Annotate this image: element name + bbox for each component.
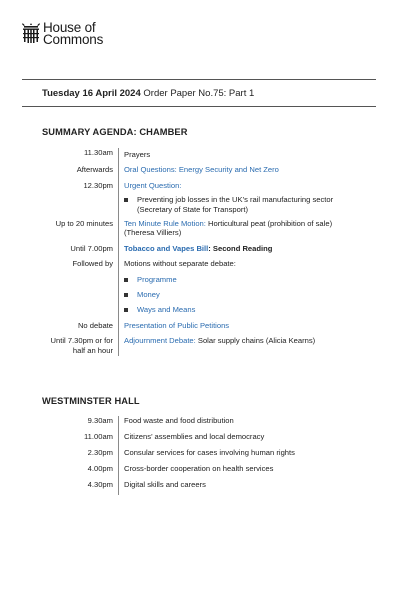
oral-questions-link[interactable]: Oral Questions: Energy Security and Net Zero xyxy=(124,165,279,175)
wh-time: 2.30pm xyxy=(87,448,113,457)
wh-row xyxy=(20,432,380,448)
adjournment-debate-link[interactable]: Adjournment Debate: xyxy=(124,336,196,346)
motions-heading: Motions without separate debate: xyxy=(124,259,236,269)
adjournment-debate-subject: Solar supply chains (Alicia Kearns) xyxy=(195,336,316,346)
motion-item xyxy=(124,305,353,314)
uq-minister: (Secretary of State for Transport) xyxy=(137,204,248,214)
agenda-time: 12.30pm xyxy=(83,180,113,190)
agenda-time: Up to 20 minutes xyxy=(55,219,113,229)
bullet-square-icon xyxy=(124,278,128,282)
westminster-hall-agenda xyxy=(20,416,380,495)
motion-item xyxy=(124,290,353,299)
bullet-square-icon xyxy=(124,308,128,312)
wh-debate: Food waste and food distribution xyxy=(118,416,353,432)
logo-wordmark xyxy=(43,22,103,46)
agenda-time: Afterwards xyxy=(76,165,113,175)
wh-row xyxy=(20,448,380,464)
wh-row xyxy=(20,464,380,480)
logo-line-2: Commons xyxy=(43,32,104,47)
wh-time: 4.30pm xyxy=(87,480,113,489)
wh-row xyxy=(20,480,380,495)
ways-and-means-motion-link[interactable]: Ways and Means xyxy=(137,305,196,315)
bullet-square-icon xyxy=(124,293,128,297)
chamber-agenda xyxy=(20,148,380,356)
money-motion-link[interactable]: Money xyxy=(137,290,160,300)
agenda-row-oral-questions xyxy=(20,165,380,180)
house-of-commons-logo xyxy=(22,22,103,46)
agenda-time: Until 7.00pm xyxy=(70,243,113,253)
agenda-time: No debate xyxy=(77,320,113,330)
urgent-question-link[interactable]: Urgent Question: xyxy=(124,180,182,190)
wh-debate: Cross-border cooperation on health services xyxy=(118,464,353,480)
urgent-question-item xyxy=(124,195,353,214)
wh-debate: Consular services for cases involving human rights xyxy=(118,448,353,464)
agenda-row-motions xyxy=(20,259,380,321)
public-petitions-link[interactable]: Presentation of Public Petitions xyxy=(124,320,230,330)
order-paper-date: Tuesday 16 April 2024 xyxy=(42,88,141,99)
tobacco-vapes-bill-link[interactable]: Tobacco and Vapes Bill xyxy=(124,243,209,253)
wh-debate: Digital skills and careers xyxy=(118,480,353,495)
prayers-text: Prayers xyxy=(124,150,151,159)
wh-debate: Citizens’ assemblies and local democracy xyxy=(118,432,353,448)
portcullis-icon xyxy=(22,23,40,45)
agenda-time: Followed by xyxy=(72,259,113,269)
uq-title: Preventing job losses in the UK’s rail manufacturing sector xyxy=(137,195,334,205)
agenda-row-ten-minute-rule xyxy=(20,219,380,244)
agenda-row-adjournment xyxy=(20,336,380,355)
motion-item xyxy=(124,275,353,284)
ten-minute-rule-member: (Theresa Villiers) xyxy=(124,228,182,238)
agenda-row-urgent-question xyxy=(20,181,380,219)
agenda-row-prayers xyxy=(20,148,380,165)
agenda-time: 11.30am xyxy=(84,148,113,157)
wh-time: 9.30am xyxy=(87,416,113,425)
programme-motion-link[interactable]: Programme xyxy=(137,274,177,284)
ten-minute-rule-subject: Horticultural peat (prohibition of sale) xyxy=(205,219,333,229)
agenda-row-bill xyxy=(20,244,380,259)
agenda-time: Until 7.30pm or for half an hour xyxy=(50,336,113,355)
ten-minute-rule-link[interactable]: Ten Minute Rule Motion: xyxy=(124,219,206,229)
westminster-hall-title: WESTMINSTER HALL xyxy=(42,396,140,406)
wh-time: 4.00pm xyxy=(87,464,113,473)
header-bottom-rule xyxy=(22,106,376,107)
wh-time: 11.00am xyxy=(84,432,113,441)
header-top-rule xyxy=(22,79,376,80)
bullet-square-icon xyxy=(124,198,128,202)
wh-row xyxy=(20,416,380,432)
chamber-section-title: SUMMARY AGENDA: CHAMBER xyxy=(42,127,188,137)
order-paper-number: Order Paper No.75: Part 1 xyxy=(143,88,255,99)
agenda-row-petitions xyxy=(20,321,380,336)
logo-line-1: House of xyxy=(43,20,96,35)
order-paper-header xyxy=(42,88,254,99)
bill-stage: : Second Reading xyxy=(208,243,273,253)
